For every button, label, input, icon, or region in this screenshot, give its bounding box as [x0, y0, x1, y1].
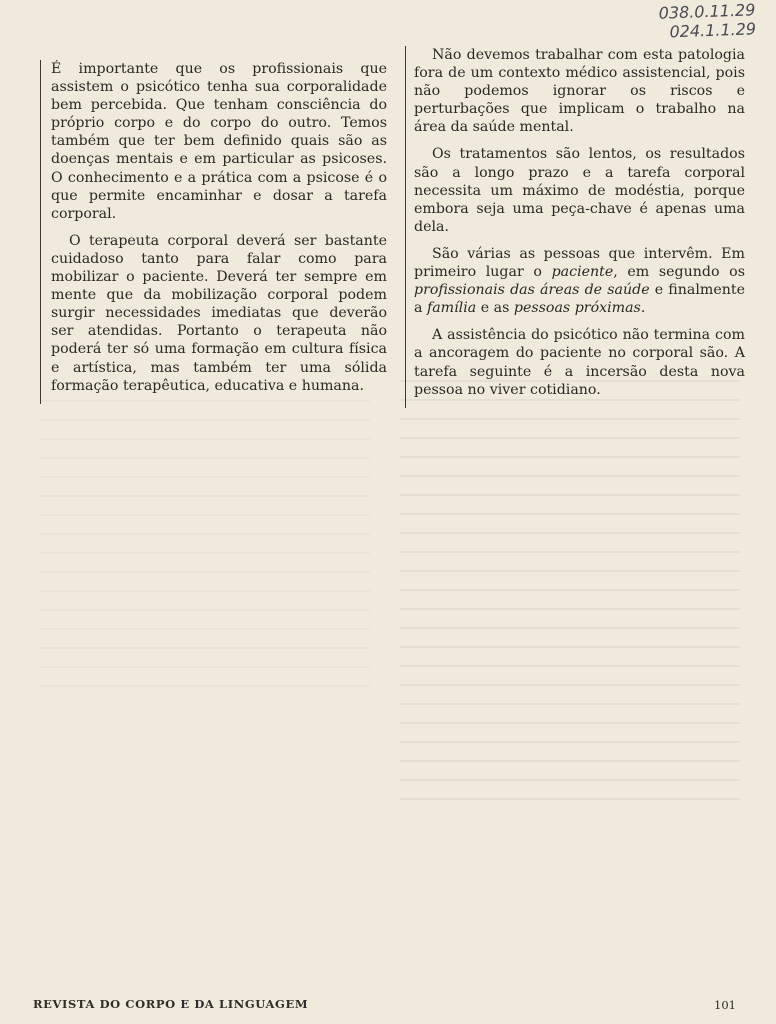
bleed-through-left — [40, 400, 370, 700]
text-run: São várias as pessoas que intervêm. Em primeiro lugar o — [414, 245, 745, 281]
text-run: e finalmente a — [414, 282, 745, 317]
journal-title: REVISTA DO CORPO E DA LINGUAGEM — [33, 997, 309, 1011]
paragraph-with-italics — [414, 245, 745, 317]
paragraph: É importante que os profissionais que assistem o psicótico tenha sua corporalidade bem percebida. Que tenham consciência do próprio corpo e do corpo do outro. Temos também que ter bem definido quais são as doenças mentais e em particular as psicoses. O conhecimento e a prática com a psicose é o que permite encaminhar e dosar a tarefa corporal. — [51, 61, 387, 222]
handwritten-catalog-codes — [659, 0, 757, 41]
italic-term-close-people: pessoas próximas — [513, 300, 641, 317]
paragraph: O terapeuta corporal deverá ser bastante cuidadoso tanto para falar como para mobilizar o paciente. Deverá ter sempre em mente que da mobilização corporal podem surgir necessidades imediatas que deverão ser atendidas. Portanto o terapeuta não poderá ter só uma formação em cultura física e artística, mas também ter uma sólida formação terapêutica, educativa e humana. — [51, 232, 387, 394]
italic-term-family: família — [426, 300, 477, 317]
paragraph: A assistência do psicótico não termina com a ancoragem do paciente no corporal são. A tarefa seguinte é a incersão desta nova pessoa no viver cotidiano. — [414, 327, 745, 398]
handwritten-code-2: 024.1.1.29 — [669, 19, 757, 42]
text-run: , em segundo os — [613, 264, 745, 281]
paragraph: Não devemos trabalhar com esta patologia fora de um contexto médico assistencial, pois não podemos ignorar os riscos e perturbações que implicam o trabalho na área da saúde mental. — [414, 47, 745, 136]
text-run: . — [640, 300, 646, 317]
page-number: 101 — [714, 998, 736, 1012]
right-column — [405, 46, 745, 408]
italic-term-patient: paciente — [551, 264, 614, 281]
text-run: e as — [476, 300, 514, 317]
paragraph: Os tratamentos são lentos, os resultados são a longo prazo e a tarefa corporal necessita um máximo de modéstia, porque embora seja uma peça-chave é apenas uma dela. — [414, 146, 745, 235]
left-column — [40, 60, 387, 404]
handwritten-code-1: 038.0.11.29 — [658, 0, 756, 23]
faint-stamp — [34, 8, 38, 24]
bleed-through-right — [400, 380, 740, 810]
italic-term-health-professionals: profissionais das áreas de saúde — [414, 282, 650, 299]
